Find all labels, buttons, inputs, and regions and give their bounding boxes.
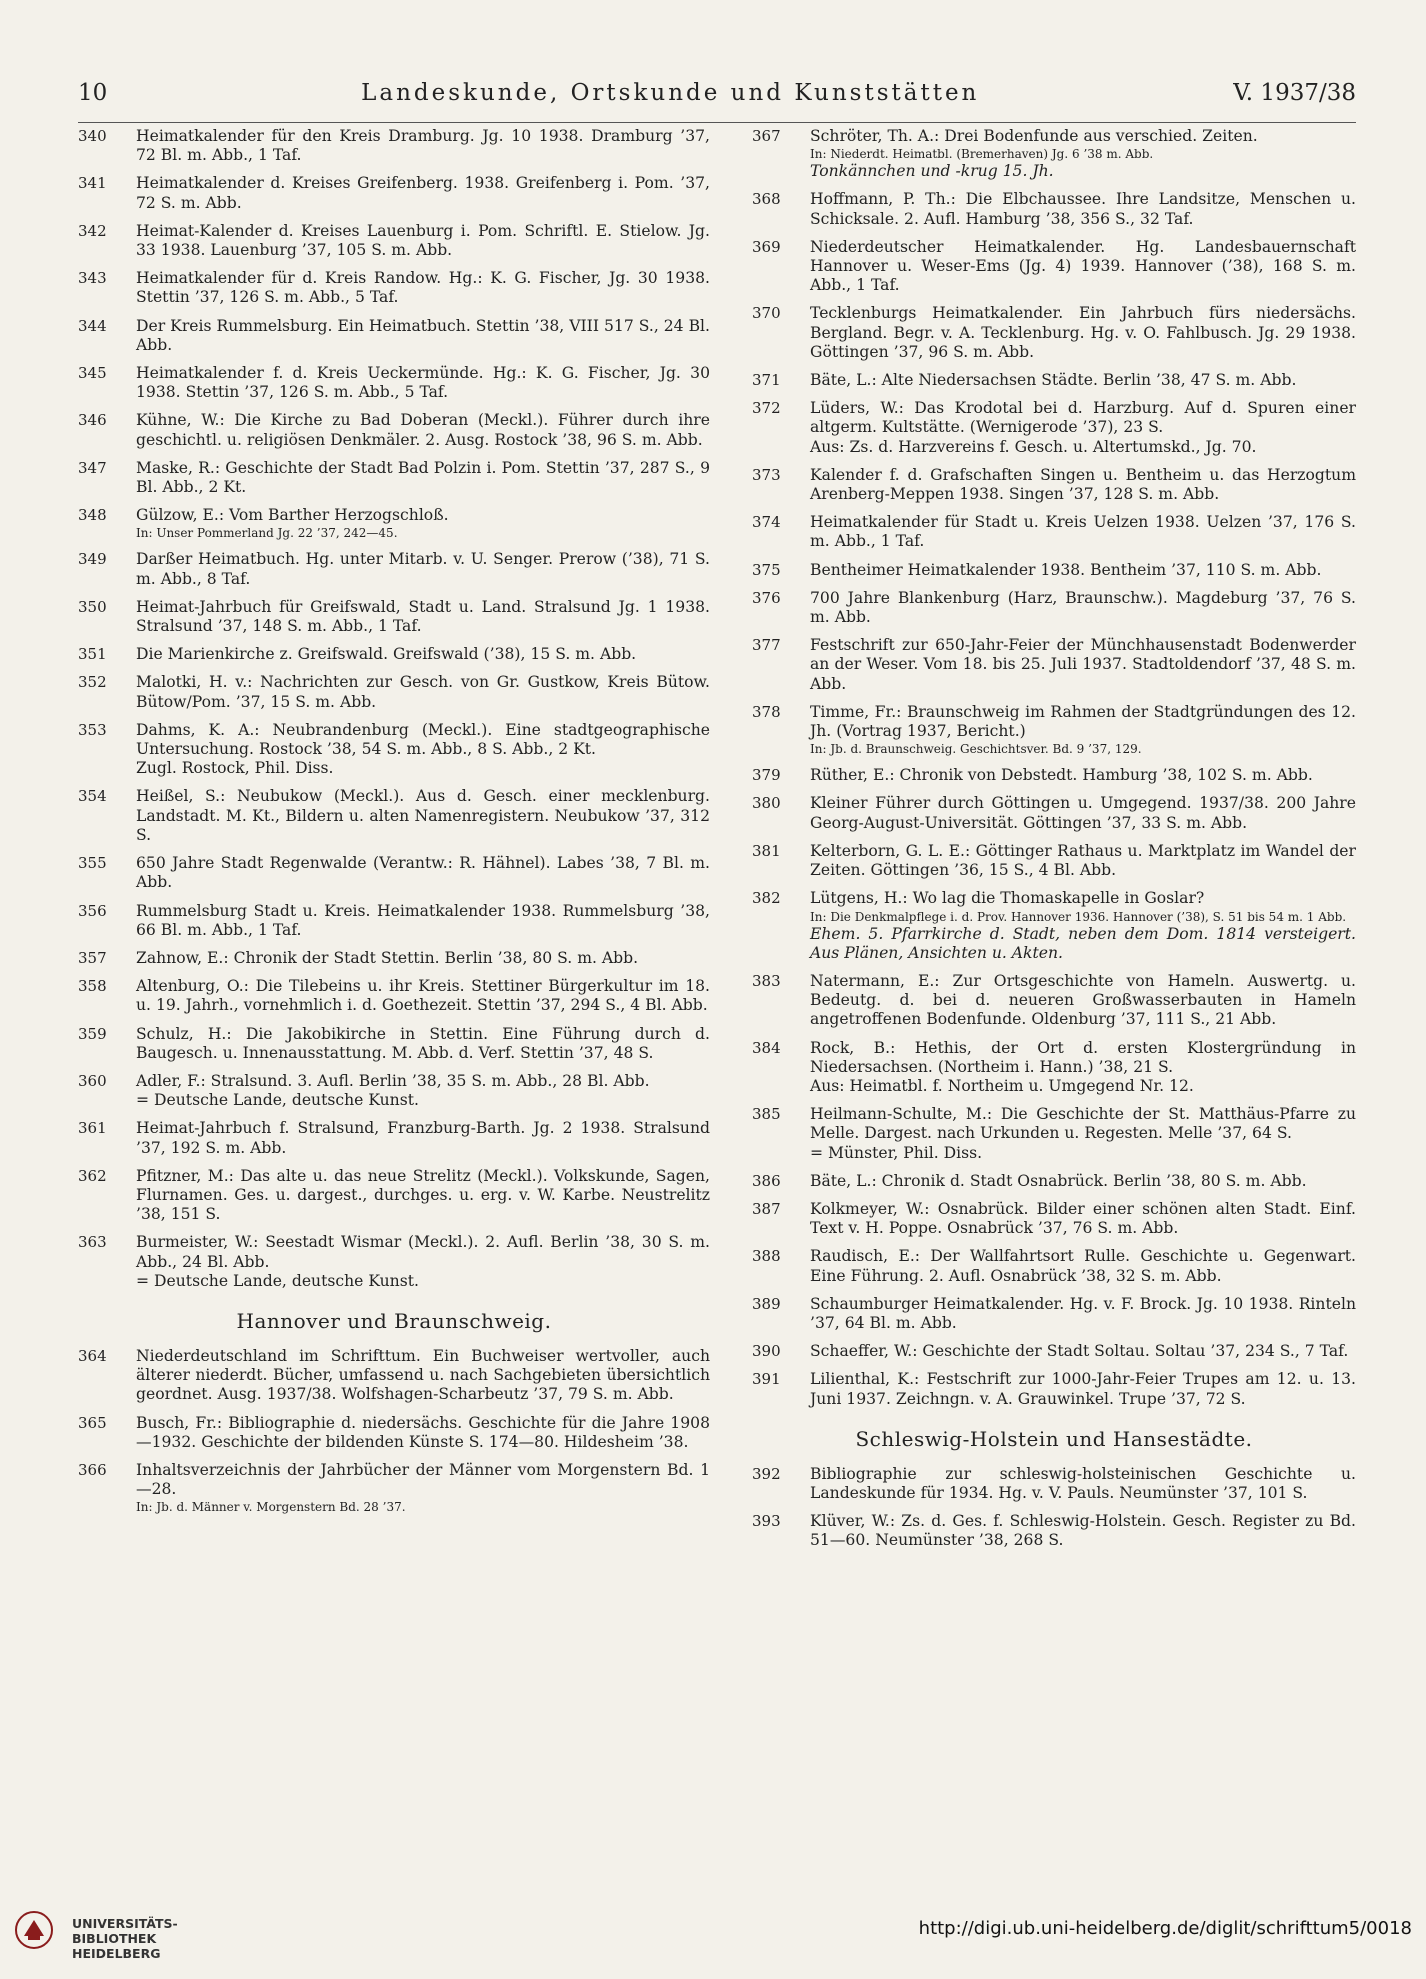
library-name-line: UNIVERSITÄTS-: [72, 1916, 178, 1931]
bibliography-entry: [752, 127, 1356, 181]
entry-text: Raudisch, E.: Der Wallfahrtsort Rulle. Geschichte u. Gegenwart. Eine Führung. 2. Aufl. Osnabrück ’38, 32 S. m. Abb.: [810, 1247, 1356, 1285]
bibliography-entry: [752, 1172, 1356, 1191]
entry-text: Heimatkalender für Stadt u. Kreis Uelzen 1938. Uelzen ’37, 176 S. m. Abb., 1 Taf.: [810, 513, 1356, 551]
entry-number: 375: [752, 560, 781, 579]
entry-text: Kalender f. d. Grafschaften Singen u. Bentheim u. das Herzogtum Arenberg-Meppen 1938. Singen ’37, 128 S. m. Abb.: [810, 465, 1356, 504]
entry-number: 349: [78, 550, 107, 569]
entry-list: [78, 127, 710, 1291]
bibliography-entry: [78, 1119, 710, 1157]
bibliography-entry: [78, 1167, 710, 1225]
bibliography-entry: [78, 598, 710, 636]
entry-number: 354: [78, 787, 107, 806]
entry-source: In: Jb. d. Braunschweig. Geschichtsver. Bd. 9 ’37, 129.: [810, 742, 1142, 757]
page-number: 10: [78, 80, 108, 106]
entry-number: 377: [752, 636, 781, 655]
entry-list: [78, 1347, 710, 1515]
entry-text: Busch, Fr.: Bibliographie d. niedersächs. Geschichte für die Jahre 1908—1932. Geschichte der bildenden Künste S. 174—80. Hildesheim ’38.: [136, 1413, 710, 1451]
entry-number: 343: [78, 269, 107, 288]
entry-text: Kühne, W.: Die Kirche zu Bad Doberan (Meckl.). Führer durch ihre geschichtl. u. religiösen Denkmäler. 2. Ausg. Rostock ’38, 96 S. m. Abb.: [136, 411, 710, 449]
entry-text: Niederdeutscher Heimatkalender. Hg. Landesbauernschaft Hannover u. Weser-Ems (Jg. 4) 1939. Hannover (’38), 168 S. m. Abb., 1 Taf.: [810, 237, 1356, 295]
entry-text: Heimat-Jahrbuch f. Stralsund, Franzburg-Barth. Jg. 2 1938. Stralsund ’37, 192 S. m. Abb.: [136, 1119, 710, 1157]
entry-number: 388: [752, 1247, 781, 1266]
entry-number: 380: [752, 794, 781, 813]
entry-list: [752, 1465, 1356, 1551]
entry-text: Dahms, K. A.: Neubrandenburg (Meckl.). Eine stadtgeographische Untersuchung. Rostock ’38, 54 S. m. Abb., 8 S. Abb., 2 Kt.: [136, 720, 710, 759]
bibliography-entry: [752, 842, 1356, 880]
entry-text: 650 Jahre Stadt Regenwalde (Verantw.: R. Hähnel). Labes ’38, 7 Bl. m. Abb.: [136, 854, 710, 892]
entry-number: 346: [78, 411, 107, 430]
bibliography-entry: [78, 550, 710, 588]
entry-text: Heimatkalender für den Kreis Dramburg. Jg. 10 1938. Dramburg ’37, 72 Bl. m. Abb., 1 Taf.: [136, 127, 710, 165]
bibliography-entry: [752, 1370, 1356, 1408]
library-name-line: HEIDELBERG: [72, 1946, 161, 1961]
entry-text: Bibliographie zur schleswig-holsteinischen Geschichte u. Landeskunde für 1934. Hg. v. V. Pauls. Neumünster ’37, 101 S.: [810, 1464, 1356, 1502]
page-header: [78, 80, 1356, 123]
entry-text: Gülzow, E.: Vom Barther Herzogschloß.: [136, 506, 449, 525]
bibliography-entry: [752, 636, 1356, 694]
entry-text: Rock, B.: Hethis, der Ort d. ersten Klostergründung in Niedersachsen. (Northeim i. Hann.) ’38, 21 S.: [810, 1038, 1356, 1076]
entry-text: Heimat-Kalender d. Kreises Lauenburg i. Pom. Schriftl. E. Stielow. Jg. 33 1938. Lauenburg ’37, 105 S. m. Abb.: [136, 221, 710, 260]
entry-source: In: Unser Pommerland Jg. 22 ’37, 242—45.: [136, 526, 398, 541]
entry-text: Timme, Fr.: Braunschweig im Rahmen der Stadtgründungen des 12. Jh. (Vortrag 1937, Bericht.): [810, 702, 1356, 741]
entry-text: Schaeffer, W.: Geschichte der Stadt Soltau. Soltau ’37, 234 S., 7 Taf.: [810, 1342, 1349, 1361]
entry-text: Klüver, W.: Zs. d. Ges. f. Schleswig-Holstein. Gesch. Register zu Bd. 51—60. Neumünster ’38, 268 S.: [810, 1512, 1356, 1550]
bibliography-entry: [752, 1105, 1356, 1163]
bibliography-entry: [752, 589, 1356, 627]
entry-text: Festschrift zur 650-Jahr-Feier der Münchhausenstadt Bodenwerder an der Weser. Vom 18. bis 25. Juli 1937. Stadtoldendorf ’37, 48 S. m. Abb.: [810, 636, 1356, 693]
entry-text: Rummelsburg Stadt u. Kreis. Heimatkalender 1938. Rummelsburg ’38, 66 Bl. m. Abb., 1 Taf.: [136, 901, 710, 939]
bibliography-entry: [78, 1347, 710, 1405]
entry-number: 356: [78, 901, 107, 920]
university-seal-icon: [14, 1910, 54, 1950]
bibliography-entry: [752, 703, 1356, 757]
bibliography-entry: [78, 1461, 710, 1515]
bibliography-entry: [752, 766, 1356, 785]
entry-number: 341: [78, 174, 107, 193]
entry-number: 389: [752, 1294, 781, 1313]
entry-number: 374: [752, 513, 781, 532]
bibliography-entry: [752, 238, 1356, 296]
entry-text: Niederdeutschland im Schrifttum. Ein Buchweiser wertvoller, auch älterer niederdt. Bücher, umfassend u. nach Sachgebieten übersichtlich geordnet. Ausg. 1937/38. Wolfshagen-Scharbeutz ’37, 79 S. m. Abb.: [136, 1346, 710, 1404]
entry-source: In: Jb. d. Männer v. Morgenstern Bd. 28 ’37.: [136, 1500, 406, 1515]
entry-text: Tecklenburgs Heimatkalender. Ein Jahrbuch fürs niedersächs. Bergland. Begr. v. A. Tecklenburg. Hg. v. O. Fahlbusch. Jg. 29 1938. Göttingen ’37, 96 S. m. Abb.: [810, 304, 1356, 361]
bibliography-entry: [752, 190, 1356, 228]
bibliography-entry: [78, 854, 710, 892]
bibliography-entry: [78, 673, 710, 711]
entry-note: = Deutsche Lande, deutsche Kunst.: [136, 1271, 419, 1290]
bibliography-entry: [78, 1233, 710, 1291]
bibliography-entry: [78, 269, 710, 307]
bibliography-entry: [78, 721, 710, 779]
bibliography-entry: [78, 222, 710, 260]
entry-number: 392: [752, 1464, 781, 1483]
entry-text: Bäte, L.: Alte Niedersachsen Städte. Berlin ’38, 47 S. m. Abb.: [810, 371, 1297, 390]
entry-note: Zugl. Rostock, Phil. Diss.: [136, 759, 334, 778]
entry-number: 370: [752, 304, 781, 323]
entry-text: 700 Jahre Blankenburg (Harz, Braunschw.). Magdeburg ’37, 76 S. m. Abb.: [810, 588, 1356, 627]
entry-number: 361: [78, 1119, 107, 1138]
entry-text: Schulz, H.: Die Jakobikirche in Stettin. Eine Führung durch d. Baugesch. u. Innenausstattung. M. Abb. d. Verf. Stettin ’37, 48 S.: [136, 1024, 710, 1062]
bibliography-entry: [752, 1512, 1356, 1550]
entry-text: Inhaltsverzeichnis der Jahrbücher der Männer vom Morgenstern Bd. 1—28.: [136, 1460, 710, 1499]
entry-number: 342: [78, 221, 107, 240]
entry-number: 386: [752, 1171, 781, 1190]
entry-number: 381: [752, 841, 781, 860]
entry-text: Schaumburger Heimatkalender. Hg. v. F. Brock. Jg. 10 1938. Rinteln ’37, 64 Bl. m. Abb.: [810, 1294, 1356, 1332]
bibliography-entry: [78, 174, 710, 212]
entry-number: 364: [78, 1346, 107, 1365]
bibliography-entry: [752, 1295, 1356, 1333]
bibliography-entry: [752, 972, 1356, 1030]
bibliography-entry: [78, 127, 710, 165]
bibliography-entry: [78, 1414, 710, 1452]
entry-text: Rüther, E.: Chronik von Debstedt. Hamburg ’38, 102 S. m. Abb.: [810, 766, 1313, 785]
entry-number: 373: [752, 465, 781, 484]
entry-number: 365: [78, 1413, 107, 1432]
entry-text: Burmeister, W.: Seestadt Wismar (Meckl.). 2. Aufl. Berlin ’38, 30 S. m. Abb., 24 Bl. Abb.: [136, 1233, 710, 1271]
bibliography-entry: [752, 1247, 1356, 1285]
entry-number: 357: [78, 948, 107, 967]
entry-text: Bäte, L.: Chronik d. Stadt Osnabrück. Berlin ’38, 80 S. m. Abb.: [810, 1171, 1307, 1190]
entry-text: Heimatkalender für d. Kreis Randow. Hg.: K. G. Fischer, Jg. 30 1938. Stettin ’37, 126 S. m. Abb., 5 Taf.: [136, 269, 710, 307]
entry-number: 351: [78, 645, 107, 664]
entry-number: 362: [78, 1166, 107, 1185]
bibliography-entry: [752, 1200, 1356, 1238]
entry-number: 360: [78, 1071, 107, 1090]
bibliography-entry: [78, 1072, 710, 1110]
entry-number: 390: [752, 1342, 781, 1361]
bibliography-entry: [78, 977, 710, 1015]
entry-number: 359: [78, 1024, 107, 1043]
entry-text: Adler, F.: Stralsund. 3. Aufl. Berlin ’38, 35 S. m. Abb., 28 Bl. Abb.: [136, 1071, 650, 1090]
bibliography-entry: [752, 561, 1356, 580]
entry-number: 340: [78, 127, 107, 145]
section-heading-hannover: Hannover und Braunschweig.: [236, 1308, 552, 1333]
bibliography-entry: [78, 787, 710, 845]
entry-text: Heimatkalender d. Kreises Greifenberg. 1938. Greifenberg i. Pom. ’37, 72 S. m. Abb.: [136, 174, 710, 212]
entry-number: 376: [752, 588, 781, 607]
entry-number: 366: [78, 1460, 107, 1479]
entry-number: 347: [78, 458, 107, 477]
entry-note: = Deutsche Lande, deutsche Kunst.: [136, 1091, 419, 1110]
entry-number: 355: [78, 854, 107, 873]
entry-text: Heilmann-Schulte, M.: Die Geschichte der St. Matthäus-Pfarre zu Melle. Dargest. nach Urkunden u. Regesten. Melle ’37, 64 S.: [810, 1105, 1356, 1143]
bibliography-entry: [78, 1025, 710, 1063]
bibliography-entry: [78, 645, 710, 664]
entry-text: Lütgens, H.: Wo lag die Thomaskapelle in Goslar?: [810, 889, 1205, 908]
entry-number: 391: [752, 1370, 781, 1389]
entry-text: Pfitzner, M.: Das alte u. das neue Strelitz (Meckl.). Volkskunde, Sagen, Flurnamen. Ges. u. dargest., durchges. u. erg. v. W. Karbe. Neustrelitz ’38, 151 S.: [136, 1166, 710, 1224]
entry-number: 382: [752, 889, 781, 908]
entry-text: Hoffmann, P. Th.: Die Elbchaussee. Ihre Landsitze, Menschen u. Schicksale. 2. Aufl. Hamburg ’38, 356 S., 32 Taf.: [810, 190, 1356, 228]
entry-text: Natermann, E.: Zur Ortsgeschichte von Hameln. Auswertg. u. Bedeutg. d. bei d. neueren Großwasserbauten in Hameln angetroffenen Bodenfunde. Oldenburg ’37, 111 S., 21 Abb.: [810, 971, 1356, 1029]
entry-number: 344: [78, 316, 107, 335]
entry-number: 367: [752, 127, 781, 145]
entry-number: 393: [752, 1512, 781, 1531]
entry-number: 384: [752, 1038, 781, 1057]
entry-text: Bentheimer Heimatkalender 1938. Bentheim ’37, 110 S. m. Abb.: [810, 560, 1322, 579]
entry-text: Lüders, W.: Das Krodotal bei d. Harzburg. Auf d. Spuren einer altgerm. Kultstätte. (Wernigerode ’37), 23 S.: [810, 399, 1356, 437]
entry-number: 371: [752, 371, 781, 390]
entry-number: 353: [78, 720, 107, 739]
library-name-line: BIBLIOTHEK: [72, 1931, 157, 1946]
bibliography-entry: [78, 411, 710, 449]
entry-text: Schröter, Th. A.: Drei Bodenfunde aus verschied. Zeiten.: [810, 127, 1258, 145]
entry-list: [752, 127, 1356, 1409]
entry-note: Aus: Zs. d. Harzvereins f. Gesch. u. Altertumskd., Jg. 70.: [810, 437, 1257, 456]
bibliography-entry: [752, 466, 1356, 504]
entry-text: Der Kreis Rummelsburg. Ein Heimatbuch. Stettin ’38, VIII 517 S., 24 Bl. Abb.: [136, 316, 710, 354]
entry-number: 358: [78, 977, 107, 996]
entry-text: Malotki, H. v.: Nachrichten zur Gesch. von Gr. Gustkow, Kreis Bütow. Bütow/Pom. ’37, 15 S. m. Abb.: [136, 673, 710, 711]
bibliography-entry: [78, 902, 710, 940]
bibliography-entry: [752, 304, 1356, 362]
entry-note: Aus: Heimatbl. f. Northeim u. Umgegend Nr. 12.: [810, 1076, 1194, 1095]
entry-text: Die Marienkirche z. Greifswald. Greifswald (’38), 15 S. m. Abb.: [136, 645, 637, 664]
entry-number: 348: [78, 506, 107, 525]
bibliography-entry: [752, 371, 1356, 390]
bibliography-entry: [752, 1465, 1356, 1503]
bibliography-entry: [752, 399, 1356, 457]
entry-number: 350: [78, 597, 107, 616]
entry-text: Maske, R.: Geschichte der Stadt Bad Polzin i. Pom. Stettin ’37, 287 S., 9 Bl. Abb., 2 Kt.: [136, 458, 710, 497]
entry-text: Heimat-Jahrbuch für Greifswald, Stadt u. Land. Stralsund Jg. 1 1938. Stralsund ’37, 148 S. m. Abb., 1 Taf.: [136, 597, 710, 636]
entry-text: Heimatkalender f. d. Kreis Ueckermünde. Hg.: K. G. Fischer, Jg. 30 1938. Stettin ’37, 126 S. m. Abb., 5 Taf.: [136, 364, 710, 402]
entry-number: 383: [752, 971, 781, 990]
entry-number: 352: [78, 673, 107, 692]
bibliography-entry: [752, 794, 1356, 832]
bibliography-entry: [78, 506, 710, 541]
entry-source: In: Niederdt. Heimatbl. (Bremerhaven) Jg. 6 ’38 m. Abb.: [810, 147, 1154, 162]
entry-number: 387: [752, 1199, 781, 1218]
entry-note: Ehem. 5. Pfarrkirche d. Stadt, neben dem Dom. 1814 versteigert. Aus Plänen, Ansichten u. Akten.: [810, 924, 1356, 962]
bibliography-entry: [78, 317, 710, 355]
entry-number: 378: [752, 702, 781, 721]
entry-text: Altenburg, O.: Die Tilebeins u. ihr Kreis. Stettiner Bürgerkultur im 18. u. 19. Jahrh., vornehmlich i. d. Goethezeit. Stettin ’37, 294 S., 4 Bl. Abb.: [136, 977, 710, 1015]
entry-number: 363: [78, 1233, 107, 1252]
entry-number: 372: [752, 399, 781, 418]
bibliography-entry: [78, 364, 710, 402]
entry-text: Kolkmeyer, W.: Osnabrück. Bilder einer schönen alten Stadt. Einf. Text v. H. Poppe. Osnabrück ’37, 76 S. m. Abb.: [810, 1199, 1356, 1238]
entry-text: Lilienthal, K.: Festschrift zur 1000-Jahr-Feier Trupes am 12. u. 13. Juni 1937. Zeichngn. v. A. Grauwinkel. Trupe ’37, 72 S.: [810, 1370, 1356, 1408]
bibliography-entry: [78, 949, 710, 968]
source-url[interactable]: http://digi.ub.uni-heidelberg.de/diglit/schrifttum5/0018: [918, 1918, 1412, 1939]
left-column: [78, 127, 710, 1524]
bibliography-entry: [78, 459, 710, 497]
entry-note: Tonkännchen und -krug 15. Jh.: [810, 162, 1054, 181]
entry-number: 385: [752, 1105, 781, 1124]
library-name: [72, 1916, 178, 1961]
entry-number: 368: [752, 190, 781, 209]
entry-number: 369: [752, 237, 781, 256]
running-title: Landeskunde, Ortskunde und Kunststätten: [361, 80, 980, 106]
entry-number: 345: [78, 364, 107, 383]
entry-text: Heißel, S.: Neubukow (Meckl.). Aus d. Gesch. einer mecklenburg. Landstadt. M. Kt., Bildern u. alten Namenregistern. Neubukow ’37, 312 S.: [136, 787, 710, 844]
right-column: [752, 127, 1356, 1560]
section-heading-schleswig: Schleswig-Holstein und Hansestädte.: [855, 1426, 1253, 1451]
volume-label: V. 1937/38: [1233, 80, 1356, 106]
bibliography-entry: [752, 1039, 1356, 1097]
entry-number: 379: [752, 766, 781, 785]
entry-text: Darßer Heimatbuch. Hg. unter Mitarb. v. U. Senger. Prerow (’38), 71 S. m. Abb., 8 Taf.: [136, 550, 710, 588]
entry-source: In: Die Denkmalpflege i. d. Prov. Hannover 1936. Hannover (’38), S. 51 bis 54 m. 1 Abb.: [810, 909, 1347, 924]
footer: [0, 1878, 1426, 1979]
entry-text: Kelterborn, G. L. E.: Göttinger Rathaus u. Marktplatz im Wandel der Zeiten. Göttingen ’36, 15 S., 4 Bl. Abb.: [810, 841, 1356, 880]
bibliography-entry: [752, 513, 1356, 551]
bibliography-entry: [752, 1342, 1356, 1361]
entry-note: = Münster, Phil. Diss.: [810, 1143, 983, 1162]
entry-text: Zahnow, E.: Chronik der Stadt Stettin. Berlin ’38, 80 S. m. Abb.: [136, 948, 639, 967]
bibliography-entry: [752, 889, 1356, 963]
entry-text: Kleiner Führer durch Göttingen u. Umgegend. 1937/38. 200 Jahre Georg-August-Universität. Göttingen ’37, 33 S. m. Abb.: [810, 794, 1356, 832]
